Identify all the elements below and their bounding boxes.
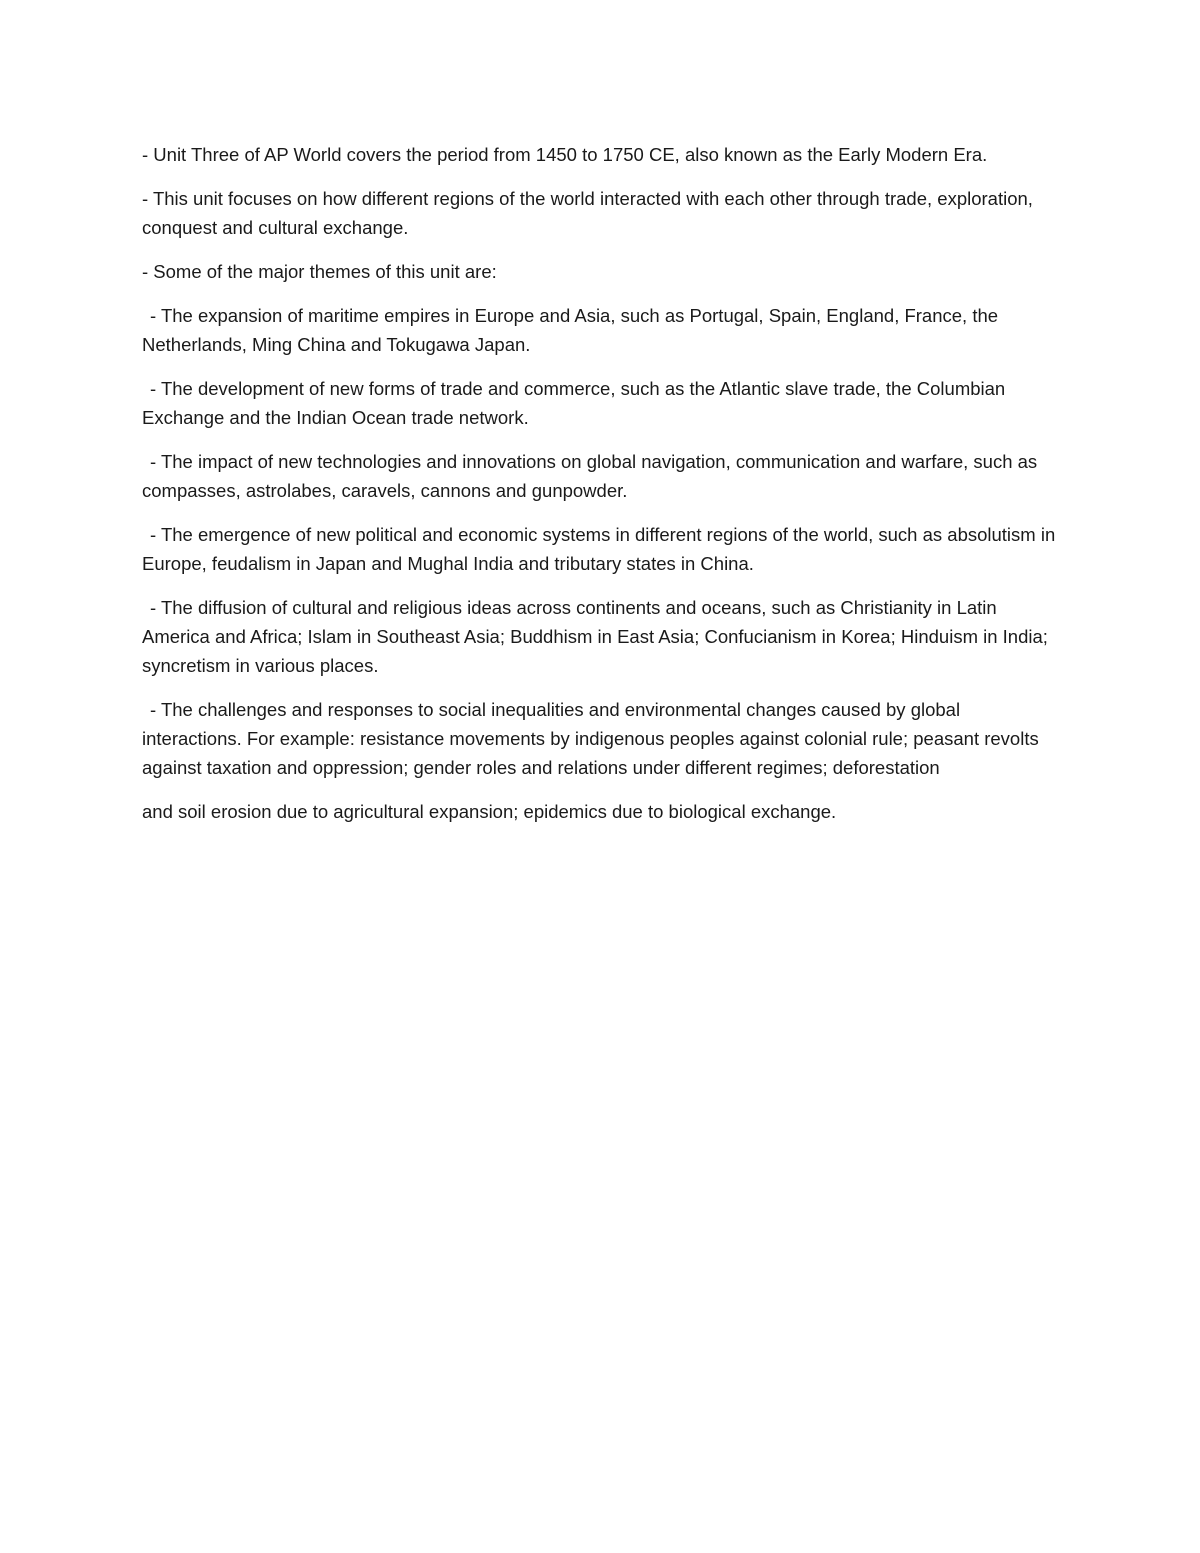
- paragraph-theme-political-systems: - The emergence of new political and economic systems in different regions of the world, such as absolutism in Europe, feudalism in Japan and Mughal India and tributary states in China.: [142, 524, 1056, 574]
- paragraph-continuation: and soil erosion due to agricultural expansion; epidemics due to biological exchange.: [142, 801, 837, 822]
- paragraph-theme-challenges: - The challenges and responses to social inequalities and environmental changes caused by global interactions. For example: resistance movements by indigenous peoples against colonial rule; peasant revolts against taxation and oppression; gender roles and relations under different regimes; deforestation: [142, 699, 1039, 778]
- paragraph-themes-intro: - Some of the major themes of this unit are:: [142, 261, 497, 282]
- paragraph-theme-trade-commerce: - The development of new forms of trade and commerce, such as the Atlantic slave trade, the Columbian Exchange and the Indian Ocean trade network.: [142, 378, 1006, 428]
- paragraph-unit-focus: - This unit focuses on how different regions of the world interacted with each other through trade, exploration, conquest and cultural exchange.: [142, 188, 1033, 238]
- document-body: [142, 140, 1062, 841]
- paragraph-theme-technologies: - The impact of new technologies and innovations on global navigation, communication and warfare, such as compasses, astrolabes, caravels, cannons and gunpowder.: [142, 451, 1038, 501]
- paragraph-unit-overview: - Unit Three of AP World covers the period from 1450 to 1750 CE, also known as the Early Modern Era.: [142, 144, 988, 165]
- paragraph-theme-maritime-empires: - The expansion of maritime empires in Europe and Asia, such as Portugal, Spain, England, France, the Netherlands, Ming China and Tokugawa Japan.: [142, 305, 999, 355]
- paragraph-theme-cultural-diffusion: - The diffusion of cultural and religious ideas across continents and oceans, such as Christianity in Latin America and Africa; Islam in Southeast Asia; Buddhism in East Asia; Confucianism in Korea; Hinduism in India; syncretism in various places.: [142, 597, 1048, 676]
